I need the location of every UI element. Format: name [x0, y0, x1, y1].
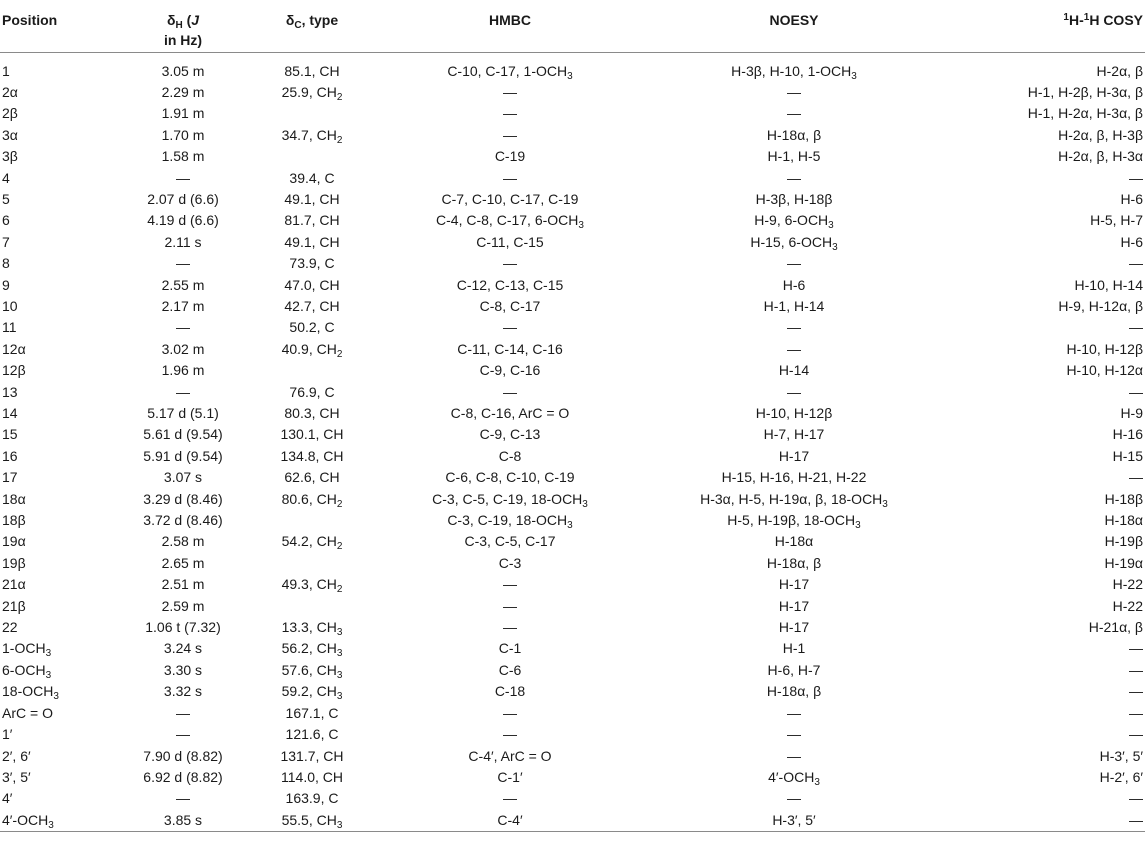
cell-hmbc: C-4, C-8, C-17, $6-OCH_3$: [436, 212, 584, 232]
table-row: [0, 168, 1145, 189]
cell-cosy: —: [1129, 790, 1143, 807]
table-row: [0, 210, 1145, 231]
cell-position: 19α: [2, 533, 26, 550]
cell-hmbc: C-6, C-8, C-10, C-19: [445, 469, 575, 486]
cell-noesy: H-18α, β: [766, 126, 822, 143]
cell-dc: 85.1, CH: [284, 62, 340, 79]
cell-dc: [248, 360, 376, 381]
cell-dh: 3.07 s: [163, 469, 203, 486]
cell-cosy: —: [1129, 640, 1143, 657]
cell-dh: 3.30 s: [163, 661, 203, 678]
cell-dh: 3.72 d (8.46): [143, 512, 223, 529]
table-row: [0, 360, 1145, 381]
cell-dc: 80.6, $CH_2$: [281, 490, 343, 510]
cell-dc: 49.1, CH: [284, 233, 340, 250]
cell-hmbc: —: [503, 83, 517, 100]
cell-position: 17: [2, 469, 18, 486]
table-row: [0, 703, 1145, 724]
cell-hmbc: —: [503, 726, 517, 743]
cell-hmbc: —: [503, 126, 517, 143]
cell-hmbc: C-1: [498, 640, 522, 657]
cell-noesy: H-15, H-16, H-21, H-22: [721, 469, 867, 486]
table-row: [0, 52, 1145, 82]
cell-dc: 39.4, C: [289, 169, 335, 186]
cell-cosy: —: [1129, 469, 1143, 486]
cell-cosy: H-10, H-14: [1074, 276, 1143, 293]
cell-dc: [248, 596, 376, 617]
cell-noesy: —: [787, 169, 801, 186]
cell-dh: —: [176, 255, 190, 272]
cell-dc: 49.3, $CH_2$: [281, 576, 343, 596]
cell-hmbc: —: [503, 619, 517, 636]
cell-hmbc: C-11, C-15: [476, 233, 544, 250]
cell-position: $18-OCH_3$: [2, 683, 59, 703]
cell-position: 15: [2, 426, 18, 443]
cell-dc: 59.2, $CH_3$: [281, 683, 343, 703]
cell-dc: 56.2, $CH_3$: [281, 640, 343, 660]
cell-dh: —: [176, 319, 190, 336]
table-row: [0, 638, 1145, 659]
cell-dh: 3.02 m: [161, 340, 205, 357]
cell-position: 18α: [2, 490, 26, 507]
cell-position: $4'-OCH_3$: [0, 810, 118, 832]
header-delta-c: [248, 0, 376, 52]
cell-dc: 50.2, C: [289, 319, 335, 336]
table-row: [0, 681, 1145, 702]
header-row: [0, 0, 1145, 52]
cell-hmbc: C-6: [498, 661, 522, 678]
header-cosy: [944, 0, 1145, 52]
cell-hmbc: C-18: [494, 683, 526, 700]
cell-hmbc: C-8, C-17: [479, 297, 541, 314]
cell-cosy: H-6: [1120, 233, 1143, 250]
cell-position: 7: [2, 233, 10, 250]
cell-position: 16: [2, 447, 18, 464]
cell-noesy: H-1, H-14: [763, 297, 825, 314]
cell-position: 3′, 5′: [2, 768, 31, 785]
table-row: [0, 574, 1145, 595]
cell-hmbc: —: [503, 319, 517, 336]
cell-noesy: —: [787, 105, 801, 122]
cell-dc: 47.0, CH: [284, 276, 340, 293]
cell-cosy: H-1, H-2α, H-3α, β: [1027, 105, 1143, 122]
cell-hmbc: —: [503, 790, 517, 807]
cell-hmbc: —: [503, 169, 517, 186]
cell-dc: [248, 553, 376, 574]
table-row: [0, 510, 1145, 531]
cell-noesy: —: [787, 319, 801, 336]
cell-hmbc: C-11, C-14, C-16: [457, 340, 563, 357]
cell-position: $1-OCH_3$: [2, 640, 52, 660]
cell-noesy: H-18α, β: [766, 683, 822, 700]
cell-dh: 1.06 t (7.32): [145, 619, 221, 636]
cell-hmbc: C-8, C-16, ArC = O: [450, 405, 570, 421]
table-row: [0, 724, 1145, 745]
table-row: [0, 660, 1145, 681]
table-row: [0, 253, 1145, 274]
cell-cosy: H-22: [1112, 597, 1143, 614]
cell-hmbc: C-3: [498, 554, 522, 571]
table-row: [0, 617, 1145, 638]
cell-cosy: H-10, H-12β: [1066, 340, 1143, 357]
cell-dh: 2.58 m: [161, 533, 205, 550]
cell-noesy: H-7, H-17: [763, 426, 825, 443]
cell-dh: 5.17 d (5.1): [147, 405, 219, 421]
cell-noesy: —: [787, 790, 801, 807]
cell-hmbc: —: [503, 576, 517, 593]
cell-position: 11: [2, 319, 17, 336]
cell-cosy: H-2α, β, H-3β: [1058, 126, 1143, 143]
cell-dc: 121.6, C: [285, 726, 339, 743]
cell-hmbc: C-9, C-13: [479, 426, 541, 443]
cell-position: 19β: [2, 554, 26, 571]
table-row: [0, 810, 1145, 832]
cell-noesy: H-17: [778, 576, 810, 593]
cell-noesy: —: [787, 747, 801, 764]
table-row: [0, 146, 1145, 167]
cell-position: 2′, 6′: [2, 747, 31, 764]
cell-dh: 5.91 d (9.54): [143, 447, 223, 464]
cell-noesy: —: [787, 383, 801, 400]
cell-position: 6: [2, 212, 10, 229]
table-row: [0, 446, 1145, 467]
header-noesy: NOESY: [644, 0, 944, 52]
cell-cosy: H-6: [1120, 190, 1143, 207]
header-delta-h: [118, 0, 248, 52]
cell-noesy: H-3β, H-10, $1-OCH_3$: [731, 62, 857, 82]
cell-hmbc: C-4′, ArC = O: [468, 747, 552, 764]
cell-cosy: H-2′, 6′: [1099, 768, 1143, 785]
cell-dc: 134.8, CH: [280, 447, 344, 464]
cell-dh: 2.07 d (6.6): [147, 190, 219, 207]
cell-cosy: H-2α, β, H-3α: [1058, 148, 1143, 165]
cell-dc: [248, 510, 376, 531]
table-row: [0, 125, 1145, 146]
cell-dh: —: [176, 704, 190, 721]
table-row: [0, 596, 1145, 617]
cell-cosy: H-10, H-12α: [1066, 362, 1143, 379]
table-row: [0, 788, 1145, 809]
cell-noesy: H-9, $6-OCH_3$: [754, 212, 834, 232]
cell-dc: 163.9, C: [285, 790, 339, 807]
cell-dh: 3.29 d (8.46): [143, 490, 223, 507]
cell-hmbc: C-3, C-19, $18-OCH_3$: [447, 512, 573, 532]
cell-dc: 131.7, CH: [280, 747, 344, 764]
cell-dc: 130.1, CH: [280, 426, 344, 443]
cell-dc: 57.6, $CH_3$: [281, 661, 343, 681]
cell-noesy: H-3α, H-5, H-19α, β, $18-OCH_3$: [700, 490, 888, 510]
cell-dc: 34.7, $CH_2$: [281, 126, 343, 146]
header-cosy-text: $^1$H-$^1$H COSY: [1063, 12, 1143, 28]
cell-dh: 6.92 d (8.82): [143, 768, 223, 785]
cell-cosy: H-1, H-2β, H-3α, β: [1027, 83, 1143, 100]
cell-dh: 5.61 d (9.54): [143, 426, 223, 443]
cell-noesy: —: [787, 83, 801, 100]
cell-position: 10: [2, 297, 18, 314]
cell-noesy: H-17: [778, 619, 810, 636]
cell-position: 1′: [2, 726, 13, 743]
table-row: [0, 553, 1145, 574]
cell-cosy: H-16: [1112, 426, 1143, 443]
cell-dh: 3.32 s: [163, 683, 203, 700]
cell-dh: —: [176, 169, 190, 186]
cell-position: 18β: [2, 512, 26, 529]
cell-position: 21α: [2, 576, 26, 593]
cell-dh: —: [176, 790, 190, 807]
table-row: [0, 82, 1145, 103]
cell-dc: 55.5, $CH_3$: [248, 810, 376, 832]
cell-position: 12α: [2, 340, 26, 357]
cell-cosy: H-9, H-12α, β: [1058, 297, 1143, 314]
table-row: [0, 746, 1145, 767]
table-row: [0, 103, 1145, 124]
cell-cosy: —: [1129, 383, 1143, 400]
cell-dc: 49.1, CH: [284, 190, 340, 207]
cell-position: ArC = O: [2, 704, 53, 721]
cell-noesy: H-3′, 5′: [644, 810, 944, 832]
cell-position: 1: [2, 62, 10, 79]
table-row: [0, 296, 1145, 317]
cell-position: 22: [2, 619, 18, 636]
cell-hmbc: C-4′: [376, 810, 644, 832]
cell-noesy: H-10, H-12β: [755, 405, 833, 421]
cell-dh: —: [176, 383, 190, 400]
cell-dh: 2.65 m: [161, 554, 205, 571]
header-hmbc: HMBC: [376, 0, 644, 52]
cell-dc: 13.3, $CH_3$: [281, 619, 343, 639]
cell-hmbc: C-1′: [497, 768, 523, 785]
cell-cosy: H-3′, 5′: [1099, 747, 1143, 764]
cell-dh: 3.05 m: [161, 62, 205, 79]
cell-position: 3α: [2, 126, 18, 143]
cell-cosy: H-9: [1120, 405, 1143, 421]
table-row: [0, 531, 1145, 552]
cell-noesy: H-5, H-19β, $18-OCH_3$: [727, 512, 861, 532]
cell-dh: 1.58 m: [161, 148, 205, 165]
cell-dh: 2.17 m: [161, 297, 205, 314]
cell-position: 3β: [2, 148, 18, 165]
cell-position: 2β: [2, 105, 18, 122]
cell-position: 8: [2, 255, 10, 272]
cell-cosy: —: [1129, 683, 1143, 700]
cell-cosy: H-5, H-7: [1090, 212, 1143, 229]
cell-hmbc: C-8: [498, 447, 522, 464]
table-row: [0, 232, 1145, 253]
cell-dc: 167.1, C: [285, 704, 339, 721]
cell-hmbc: C-3, C-5, C-17: [464, 533, 556, 550]
cell-dc: 62.6, CH: [284, 469, 340, 486]
cell-cosy: —: [1129, 661, 1143, 678]
table-row: [0, 767, 1145, 788]
cell-position: 5: [2, 190, 10, 207]
cell-dc: 81.7, CH: [284, 212, 340, 229]
cell-dc: 42.7, CH: [284, 297, 340, 314]
cell-dh: 3.24 s: [163, 640, 203, 657]
cell-hmbc: —: [503, 255, 517, 272]
header-position: Position: [0, 0, 118, 52]
cell-dc: 80.3, CH: [284, 405, 340, 421]
cell-position: 9: [2, 276, 10, 293]
cell-noesy: H-14: [778, 362, 810, 379]
cell-dc: 73.9, C: [289, 255, 335, 272]
cell-noesy: H-6: [782, 276, 806, 293]
cell-position: 2α: [2, 83, 18, 100]
table-body: [0, 52, 1145, 832]
cell-cosy: H-21α, β: [1088, 619, 1143, 636]
cell-hmbc: C-9, C-16: [479, 362, 541, 379]
table-row: [0, 403, 1145, 424]
cell-dc: [248, 146, 376, 167]
cell-dh: 1.70 m: [161, 126, 205, 143]
cell-dh: —: [176, 726, 190, 743]
cell-noesy: H-1, H-5: [767, 148, 821, 165]
cell-dh: 3.85 s: [118, 810, 248, 832]
cell-dh: 2.29 m: [161, 83, 205, 100]
table-row: [0, 467, 1145, 488]
cell-noesy: —: [787, 255, 801, 272]
header-delta-h-text: $\delta_H$ (J in Hz): [163, 12, 203, 48]
cell-dc: 40.9, $CH_2$: [281, 340, 343, 360]
cell-hmbc: —: [503, 383, 517, 400]
cell-cosy: H-15: [1112, 447, 1143, 464]
cell-dh: 2.59 m: [161, 597, 205, 614]
cell-dh: 7.90 d (8.82): [143, 747, 223, 764]
cell-position: 13: [2, 383, 18, 400]
cell-dh: 2.51 m: [161, 576, 205, 593]
cell-noesy: H-17: [778, 597, 810, 614]
cell-hmbc: C-12, C-13, C-15: [456, 276, 564, 293]
table-row: [0, 317, 1145, 338]
cell-cosy: H-18α: [1104, 512, 1143, 529]
cell-noesy: H-1: [782, 640, 806, 657]
cell-noesy: H-18α, β: [766, 554, 822, 571]
cell-noesy: —: [787, 704, 801, 721]
cell-hmbc: C-19: [494, 148, 526, 165]
cell-cosy: H-19α: [1104, 554, 1143, 571]
cell-noesy: —: [787, 340, 801, 357]
table-row: [0, 339, 1145, 360]
cell-dc: 114.0, CH: [281, 768, 343, 785]
cell-hmbc: C-3, C-5, C-19, $18-OCH_3$: [432, 490, 588, 510]
table-row: [0, 382, 1145, 403]
cell-dh: 1.91 m: [161, 105, 205, 122]
cell-cosy: —: [1129, 169, 1143, 186]
cell-position: 14: [2, 405, 18, 421]
cell-cosy: —: [1129, 255, 1143, 272]
cell-noesy: H-3β, H-18β: [755, 190, 833, 207]
cell-noesy: H-17: [778, 447, 810, 464]
cell-position: $6-OCH_3$: [2, 661, 52, 681]
table-row: [0, 489, 1145, 510]
cell-dh: 2.55 m: [161, 276, 205, 293]
cell-cosy: H-19β: [1104, 533, 1143, 550]
cell-noesy: H-6, H-7: [767, 661, 821, 678]
cell-cosy: —: [1129, 319, 1143, 336]
cell-cosy: H-2α, β: [1096, 62, 1143, 79]
cell-noesy: —: [787, 726, 801, 743]
cell-position: 12β: [2, 362, 26, 379]
cell-dh: 4.19 d (6.6): [147, 212, 219, 229]
cell-dc: 76.9, C: [289, 383, 335, 400]
cell-hmbc: —: [503, 597, 517, 614]
cell-dh: 2.11 s: [164, 233, 202, 250]
table-row: [0, 275, 1145, 296]
cell-cosy: H-18β: [1104, 490, 1143, 507]
cell-cosy: —: [1129, 726, 1143, 743]
cell-hmbc: C-7, C-10, C-17, C-19: [441, 190, 579, 207]
cell-noesy: H-18α: [774, 533, 814, 550]
cell-dc: 54.2, $CH_2$: [281, 533, 343, 553]
cell-cosy: —: [944, 810, 1145, 832]
cell-cosy: —: [1129, 704, 1143, 721]
cell-dh: 1.96 m: [161, 362, 205, 379]
cell-position: 4: [2, 169, 10, 186]
header-delta-c-text: $\delta_C$, type: [285, 12, 339, 31]
cell-noesy: $4'-OCH_3$: [768, 768, 820, 788]
cell-hmbc: —: [503, 704, 517, 721]
table-row: [0, 424, 1145, 445]
cell-position: 4′: [2, 790, 13, 807]
cell-hmbc: —: [503, 105, 517, 122]
cell-dc: 25.9, $CH_2$: [281, 83, 343, 103]
cell-noesy: H-15, $6-OCH_3$: [750, 233, 838, 253]
cell-hmbc: C-10, C-17, $1-OCH_3$: [447, 62, 573, 82]
table-row: [0, 189, 1145, 210]
cell-dc: [248, 103, 376, 124]
cell-cosy: H-22: [1112, 576, 1143, 593]
cell-position: 21β: [2, 597, 26, 614]
